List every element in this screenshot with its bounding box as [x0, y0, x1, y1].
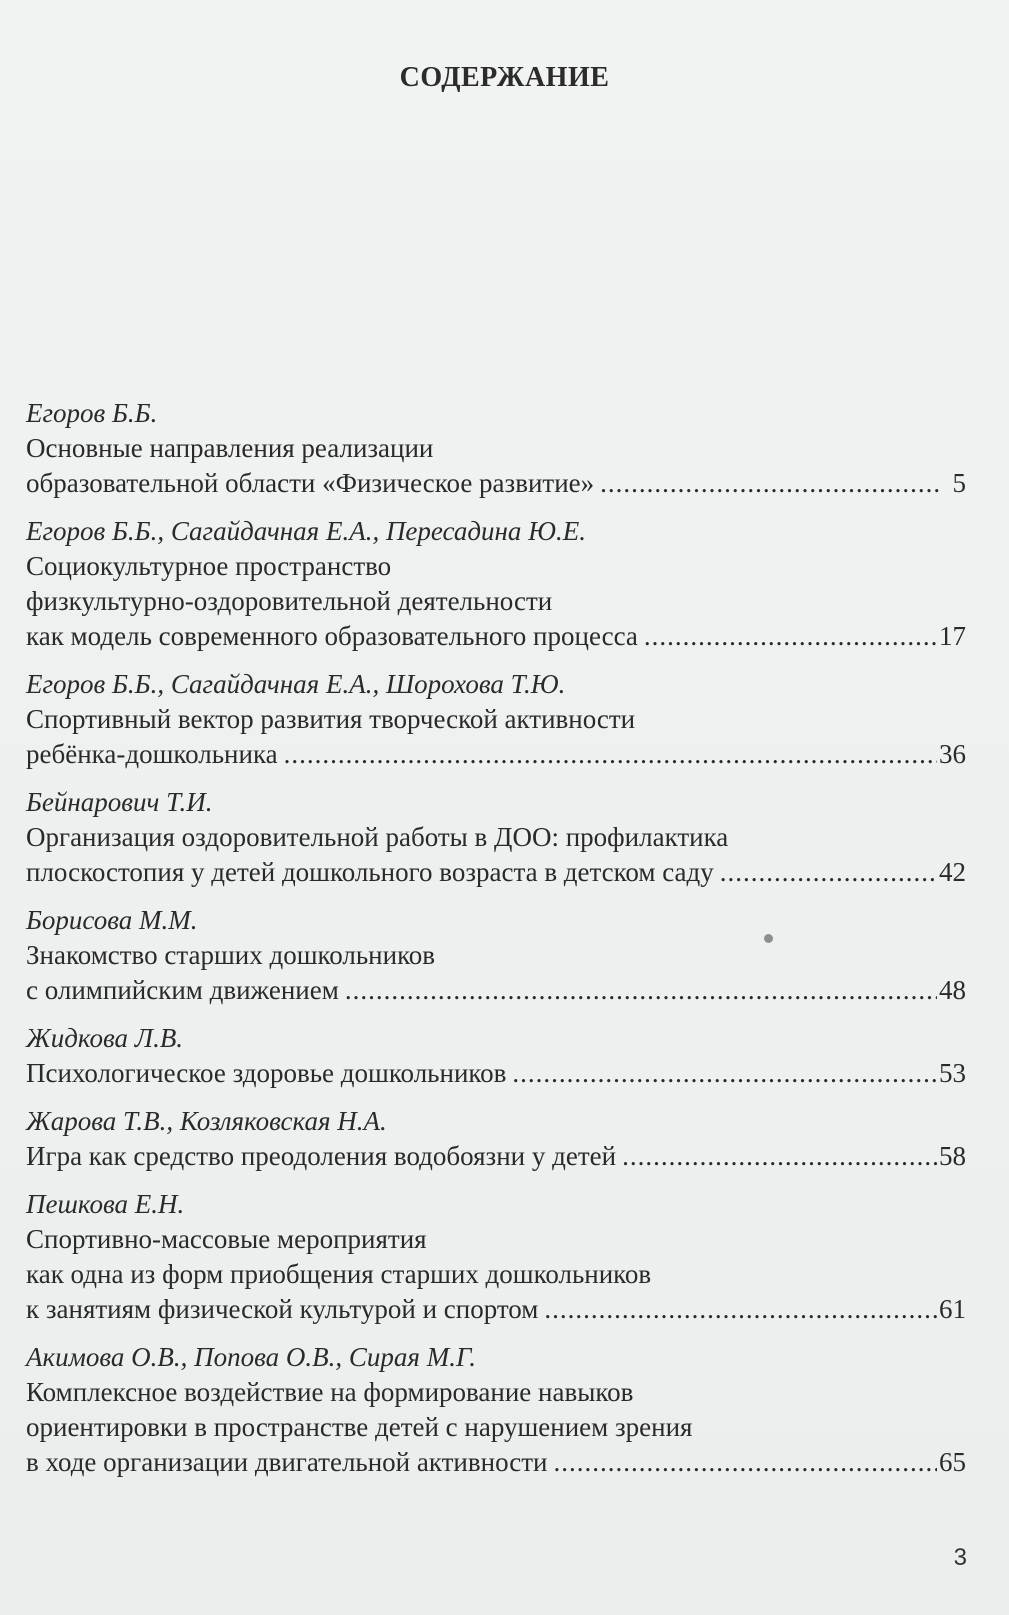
entry-page-number: 42	[939, 857, 966, 887]
entry-title-text: ребёнка-дошкольника	[26, 739, 278, 769]
page-title: СОДЕРЖАНИЕ	[399, 62, 610, 93]
entry-page-number: 17	[939, 621, 966, 651]
entry-page-number: 58	[939, 1141, 966, 1171]
dot-leader	[284, 737, 937, 772]
entry-page-number: 36	[939, 739, 966, 769]
entry-title-line: Комплексное воздействие на формирование навыков	[26, 1377, 634, 1407]
table-of-contents	[26, 396, 966, 1493]
entry-title-last-line	[26, 855, 966, 890]
entry-page-number: 53	[939, 1058, 966, 1088]
entry-title-text: с олимпийским движением	[26, 975, 339, 1005]
entry-title-last-line	[26, 1445, 966, 1480]
entry-authors: Борисова М.М.	[26, 905, 198, 935]
entry-title-text: Психологическое здоровье дошкольников	[26, 1058, 507, 1088]
entry-title-line: Знакомство старших дошкольников	[26, 940, 436, 970]
entry-title-text: Игра как средство преодоления водобоязни у детей	[26, 1141, 617, 1171]
entry-authors: Жидкова Л.В.	[26, 1023, 184, 1053]
entry-page-number: 48	[939, 975, 966, 1005]
entry-authors: Егоров Б.Б., Сагайдачная Е.А., Шорохова Т.Ю.	[26, 669, 566, 699]
entry-title-text: к занятиям физической культурой и спортом	[26, 1294, 539, 1324]
page-number: 3	[953, 1544, 967, 1571]
toc-entry	[26, 1104, 966, 1174]
print-speck	[764, 934, 773, 943]
entry-title-line: физкультурно-оздоровительной деятельности	[26, 586, 553, 616]
entry-title-last-line	[26, 973, 966, 1008]
entry-title-line: как одна из форм приобщения старших дошкольников	[26, 1259, 652, 1289]
dot-leader	[600, 466, 942, 501]
dot-leader	[622, 1139, 937, 1174]
entry-authors: Пешкова Е.Н.	[26, 1189, 185, 1219]
entry-page-number: 65	[939, 1447, 966, 1477]
entry-title-text: образовательной области «Физическое развитие»	[26, 468, 595, 498]
entry-title-last-line	[26, 1056, 966, 1091]
toc-entry	[26, 1187, 966, 1327]
entry-title-last-line	[26, 466, 966, 501]
entry-title-last-line	[26, 1139, 966, 1174]
dot-leader	[720, 855, 937, 890]
entry-authors: Акимова О.В., Попова О.В., Сирая М.Г.	[26, 1342, 477, 1372]
entry-title-text: как модель современного образовательного процесса	[26, 621, 638, 651]
entry-title-line: ориентировки в пространстве детей с нарушением зрения	[26, 1412, 693, 1442]
dot-leader	[544, 1292, 937, 1327]
entry-title-line: Спортивный вектор развития творческой активности	[26, 704, 636, 734]
toc-entry	[26, 396, 966, 501]
entry-title-line: Основные направления реализации	[26, 433, 434, 463]
toc-entry	[26, 903, 966, 1008]
toc-entry	[26, 667, 966, 772]
dot-leader	[644, 619, 937, 654]
entry-page-number: 61	[939, 1294, 966, 1324]
dot-leader	[345, 973, 937, 1008]
toc-entry	[26, 785, 966, 890]
entry-title-last-line	[26, 1292, 966, 1327]
entry-title-last-line	[26, 619, 966, 654]
toc-entry	[26, 1021, 966, 1091]
entry-authors: Бейнарович Т.И.	[26, 787, 213, 817]
entry-authors: Жарова Т.В., Козляковская Н.А.	[26, 1106, 387, 1136]
entry-title-text: плоскостопия у детей дошкольного возраста в детском саду	[26, 857, 714, 887]
entry-authors: Егоров Б.Б., Сагайдачная Е.А., Пересадина Ю.Е.	[26, 516, 586, 546]
entry-title-line: Спортивно-массовые мероприятия	[26, 1224, 427, 1254]
entry-title-last-line	[26, 737, 966, 772]
dot-leader	[553, 1445, 937, 1480]
entry-title-line: Организация оздоровительной работы в ДОО: профилактика	[26, 822, 729, 852]
entry-title-text: в ходе организации двигательной активности	[26, 1447, 548, 1477]
dot-leader	[512, 1056, 937, 1091]
toc-entry	[26, 1340, 966, 1480]
entry-title-line: Социокультурное пространство	[26, 551, 392, 581]
entry-page-number: 5	[952, 468, 966, 498]
entry-authors: Егоров Б.Б.	[26, 398, 158, 428]
toc-entry	[26, 514, 966, 654]
